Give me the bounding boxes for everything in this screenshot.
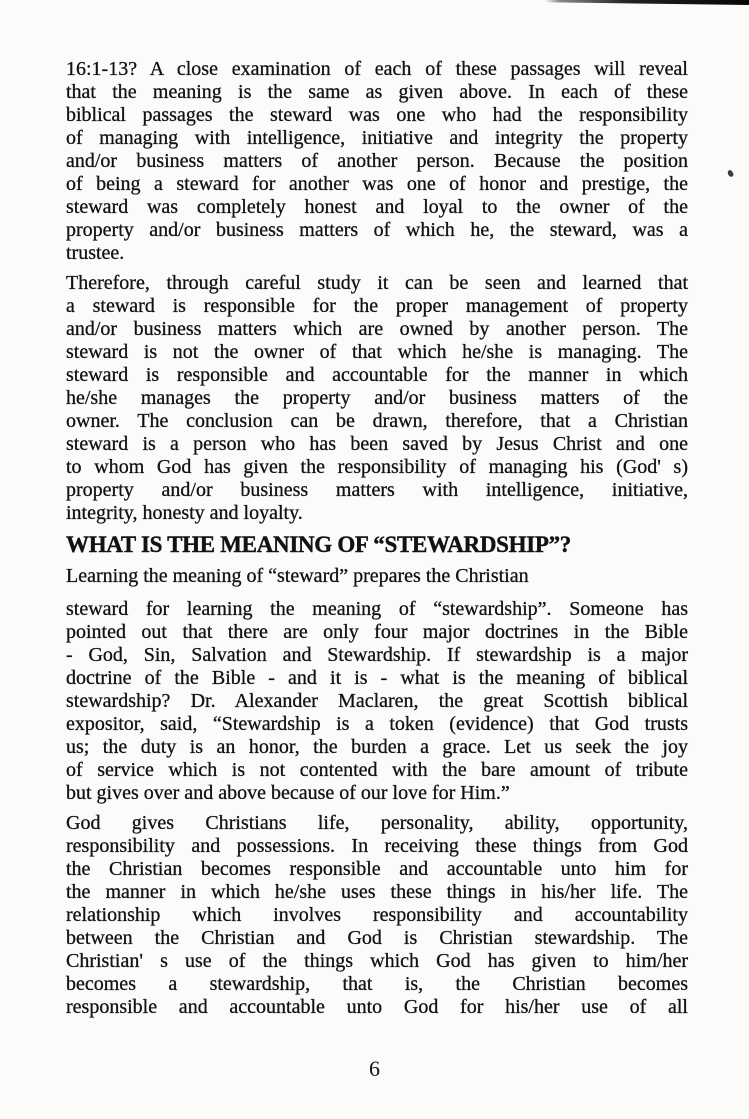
text-line: God gives Christians life, personality, ability, opportunity,: [66, 812, 688, 834]
paragraph-3-lead-line: Learning the meaning of “steward” prepares the Christian: [66, 565, 529, 587]
text-line: us; the duty is an honor, the burden a grace. Let us seek the joy: [66, 736, 688, 758]
text-line: property and/or business matters of which he, the steward, was a: [66, 219, 688, 241]
text-line: Therefore, through careful study it can be seen and learned that: [66, 272, 688, 294]
text-line: responsibility and possessions. In receiving these things from God: [66, 835, 688, 857]
text-line: becomes a stewardship, that is, the Christian becomes: [66, 973, 688, 995]
paragraph-2: [66, 272, 688, 525]
page-number: 6: [369, 1056, 380, 1081]
text-line: of being a steward for another was one of honor and prestige, the: [66, 173, 688, 195]
text-line: between the Christian and God is Christian stewardship. The: [66, 927, 688, 949]
page-body-text: [66, 58, 688, 1026]
text-line: that the meaning is the same as given above. In each of these: [66, 81, 688, 103]
section-heading: WHAT IS THE MEANING OF “STEWARDSHIP”?: [66, 532, 572, 557]
text-line: steward is not the owner of that which he/she is managing. The: [66, 341, 688, 363]
text-line: integrity, honesty and loyalty.: [66, 502, 303, 524]
text-line: owner. The conclusion can be drawn, therefore, that a Christian: [66, 410, 688, 432]
text-line: pointed out that there are only four major doctrines in the Bible: [66, 621, 688, 643]
paragraph-3: [66, 598, 688, 805]
text-line: the manner in which he/she uses these things in his/her life. The: [66, 881, 688, 903]
text-line: and/or business matters of another person. Because the position: [66, 150, 688, 172]
text-line: the Christian becomes responsible and accountable unto him for: [66, 858, 688, 880]
text-line: property and/or business matters with intelligence, initiative,: [66, 479, 688, 501]
text-line: relationship which involves responsibility and accountability: [66, 904, 688, 926]
text-line: expositor, said, “Stewardship is a token (evidence) that God trusts: [66, 713, 688, 735]
text-line: 16:1-13? A close examination of each of these passages will reveal: [66, 58, 688, 80]
text-line: trustee.: [66, 242, 125, 264]
text-line: steward is responsible and accountable for the manner in which: [66, 364, 688, 386]
text-line: steward is a person who has been saved by Jesus Christ and one: [66, 433, 688, 455]
text-line: of service which is not contented with the bare amount of tribute: [66, 759, 688, 781]
text-line: responsible and accountable unto God for his/her use of all: [66, 996, 688, 1018]
ink-speck: [726, 169, 734, 178]
text-line: Christian' s use of the things which God has given to him/her: [66, 950, 688, 972]
text-line: stewardship? Dr. Alexander Maclaren, the great Scottish biblical: [66, 690, 688, 712]
paragraph-1: [66, 58, 688, 265]
text-line: biblical passages the steward was one who had the responsibility: [66, 104, 688, 126]
text-line: steward for learning the meaning of “stewardship”. Someone has: [66, 598, 688, 620]
text-line: doctrine of the Bible - and it is - what is the meaning of biblical: [66, 667, 688, 689]
text-line: and/or business matters which are owned by another person. The: [66, 318, 688, 340]
text-line: he/she manages the property and/or business matters of the: [66, 387, 688, 409]
text-line: but gives over and above because of our love for Him.”: [66, 782, 510, 804]
text-line: a steward is responsible for the proper management of property: [66, 295, 688, 317]
text-line: of managing with intelligence, initiative and integrity the property: [66, 127, 688, 149]
text-line: to whom God has given the responsibility of managing his (God' s): [66, 456, 688, 478]
scan-artifact-top-edge: [545, 0, 749, 5]
paragraph-4: [66, 812, 688, 1019]
text-line: steward was completely honest and loyal to the owner of the: [66, 196, 688, 218]
text-line: - God, Sin, Salvation and Stewardship. If stewardship is a major: [66, 644, 688, 666]
